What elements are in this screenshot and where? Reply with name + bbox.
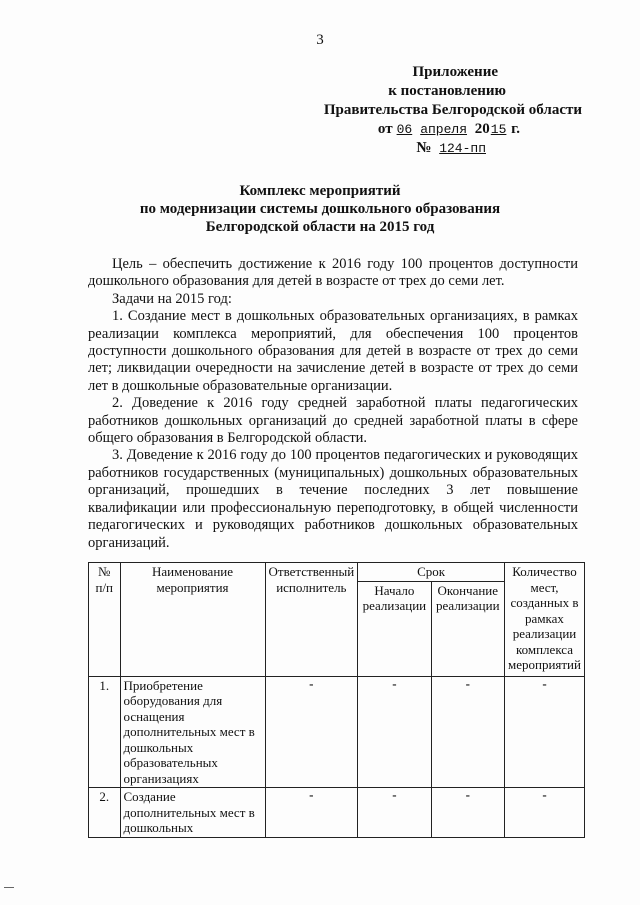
row2-responsible [265, 788, 358, 838]
header-term: Срок [358, 563, 505, 582]
title-line-3: Белгородской области на 2015 год [205, 219, 435, 235]
row1-end-value: - [465, 675, 470, 691]
number-value: 124-пп [439, 141, 486, 156]
row2-start [358, 788, 431, 838]
row1-start-value: - [392, 675, 397, 691]
number-prefix: № [416, 140, 432, 156]
row2-end [431, 788, 504, 838]
document-title [0, 182, 640, 236]
annex-date [300, 120, 530, 139]
row2-end-value: - [465, 787, 470, 802]
row1-name: Приобретение оборудования для оснащения дополнительных мест в дошкольных образовательных организациях [120, 676, 265, 788]
row1-responsible [265, 676, 358, 788]
row1-end [431, 676, 504, 788]
scan-mark-left [4, 887, 14, 888]
annex-block [300, 63, 582, 158]
table-row [89, 788, 585, 838]
title-line-1: Комплекс мероприятий [239, 183, 401, 199]
date-suffix: г. [511, 121, 520, 137]
task-2: 2. Доведение к 2016 году средней заработной платы педагогических работников дошкольных организаций до средней заработной платы в сфере общего образования в Белгородской области. [88, 395, 578, 447]
title-line-2: по модернизации системы дошкольного образования [139, 201, 501, 217]
table-row [89, 676, 585, 788]
date-day: 06 [396, 122, 413, 137]
document-body [88, 256, 578, 552]
row1-count-value: - [542, 675, 547, 691]
header-end: Окончание реализации [431, 581, 504, 676]
header-start: Начало реализации [358, 581, 431, 676]
row2-responsible-value: - [309, 787, 314, 802]
row1-start [358, 676, 431, 788]
row1-count [504, 676, 584, 788]
measures-table [88, 562, 585, 838]
date-year-suffix: 15 [490, 122, 507, 137]
row2-num: 2. [89, 788, 121, 838]
row2-count [504, 788, 584, 838]
header-count: Количество мест, созданных в рамках реализации комплекса мероприятий [504, 563, 584, 677]
date-year-prefix: 20 [474, 121, 490, 137]
row1-num: 1. [89, 676, 121, 788]
annex-line-2: к постановлению [388, 83, 506, 99]
annex-line-3: Правительства Белгородской области [323, 102, 582, 118]
row1-responsible-value: - [309, 675, 314, 691]
row2-start-value: - [392, 787, 397, 802]
date-prefix: от [377, 121, 393, 137]
goal-paragraph: Цель – обеспечить достижение к 2016 году 100 процентов доступности дошкольного образования для детей в возрасте от трех до семи лет. [88, 256, 578, 290]
task-1: 1. Создание мест в дошкольных образовательных организациях, в рамках реализации комплекса мероприятий, для обеспечения 100 процентов доступности дошкольного образования для детей в возрасте от трех до семи лет; ликвидации очередности на зачисление детей в возрасте от трех до семи лет в дошкольные образовательные организации. [88, 308, 578, 394]
tasks-header: Задачи на 2015 год: [112, 290, 232, 307]
task-3: 3. Доведение к 2016 году до 100 процентов педагогических и руководящих работников государственных (муниципальных) дошкольных образовательных организаций, прошедших в течение последних 3 лет повышение квалификации или профессиональную переподготовку, в общей численности педагогических и руководящих работников дошкольных образовательных организаций. [88, 447, 578, 551]
table-header-row [89, 563, 585, 582]
row2-count-value: - [542, 787, 547, 802]
date-month: апреля [420, 122, 468, 137]
header-name: Наименование мероприятия [120, 563, 265, 677]
header-num: № п/п [89, 563, 121, 677]
annex-line-1: Приложение [412, 64, 498, 80]
page-number: 3 [316, 32, 324, 48]
row2-name: Создание дополнительных мест в дошкольных [120, 788, 265, 838]
header-responsible: Ответственный исполнитель [265, 563, 358, 677]
annex-number [300, 139, 530, 158]
